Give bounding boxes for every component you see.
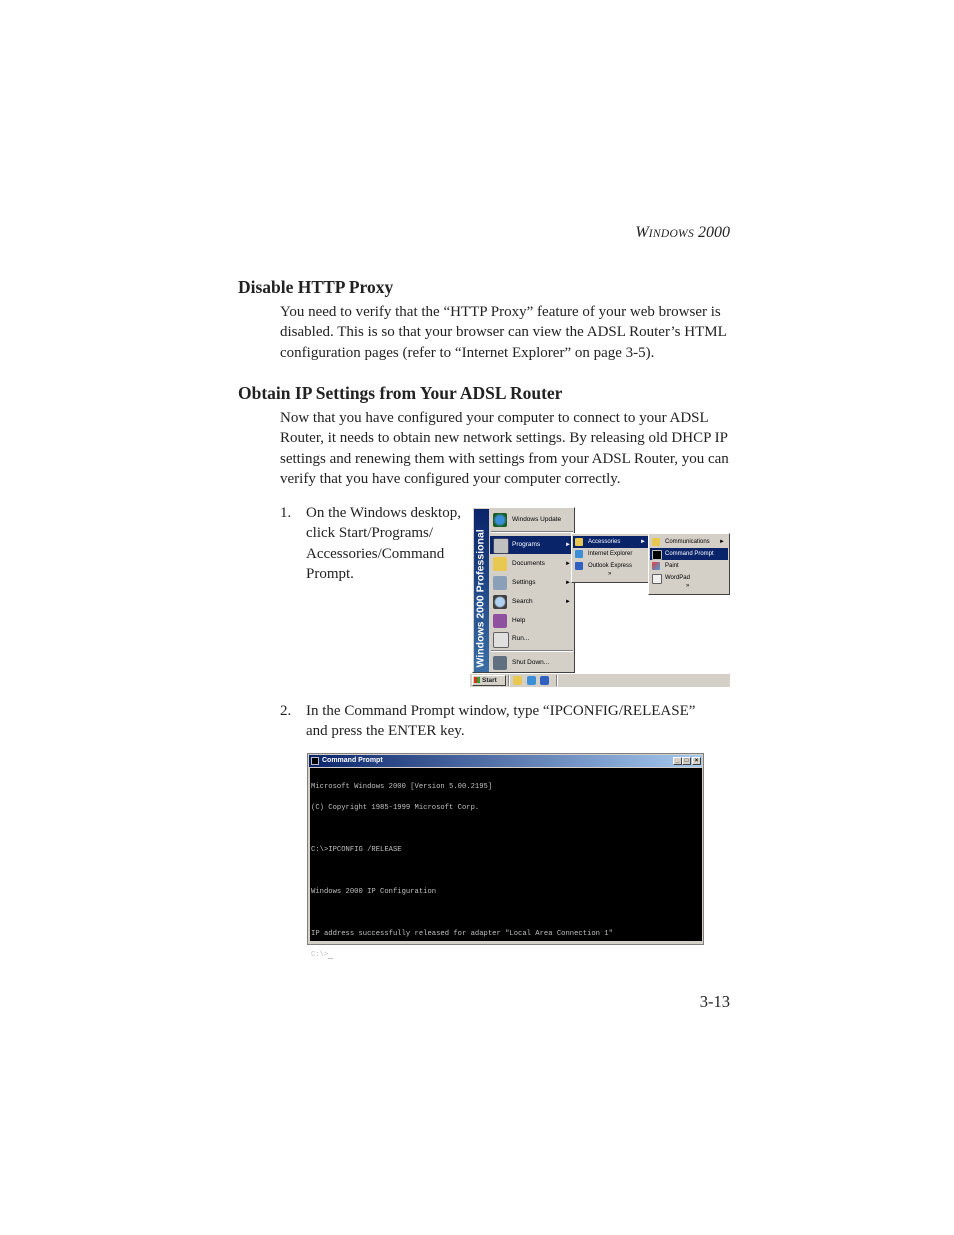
submenu-item-communications[interactable]: Communications ► (650, 536, 728, 548)
window-title: Command Prompt (322, 757, 383, 764)
search-icon (493, 595, 507, 609)
expand-chevron-icon[interactable]: » (686, 583, 690, 589)
step-line: Accessories/Command (306, 545, 445, 562)
help-book-icon (493, 614, 507, 628)
console-line: IP address successfully released for adapter "Local Area Connection 1" (311, 930, 613, 938)
console-line (311, 868, 702, 875)
programs-icon (493, 538, 509, 554)
console-line (311, 826, 702, 833)
start-item-documents[interactable]: Documents ► (490, 555, 574, 573)
outlook-express-icon[interactable] (540, 676, 549, 685)
header-small-caps: INDOWS (648, 228, 694, 240)
paint-icon (652, 562, 660, 570)
start-menu (472, 507, 575, 673)
start-item-windows-update[interactable]: Windows Update (490, 511, 574, 529)
section-heading-disable-http-proxy: Disable HTTP Proxy (238, 277, 394, 297)
start-item-settings[interactable]: Settings ► (490, 574, 574, 592)
body-line: verify that you have configured your computer correctly. (280, 470, 621, 487)
step-line: Prompt. (306, 565, 354, 582)
start-button[interactable]: Start (472, 675, 506, 686)
wordpad-icon (652, 574, 662, 584)
running-header (635, 224, 730, 242)
section-body-obtain-ip (280, 408, 732, 489)
step-number: 2. (280, 703, 292, 719)
outlook-express-icon (575, 562, 583, 570)
header-initial: W (635, 224, 649, 241)
submenu-item-outlook-express[interactable]: Outlook Express (573, 560, 649, 572)
taskbar-divider (508, 675, 510, 686)
page-number: 3-13 (699, 992, 730, 1011)
console-line (311, 910, 702, 917)
submenu-item-accessories[interactable]: Accessories ► (573, 536, 649, 548)
start-item-shut-down[interactable]: Shut Down... (490, 654, 574, 672)
console-line: C:\>IPCONFIG /RELEASE (311, 846, 402, 854)
show-desktop-icon[interactable] (513, 676, 522, 685)
section-heading-obtain-ip: Obtain IP Settings from Your ADSL Router (238, 383, 563, 403)
header-rest: 2000 (694, 224, 730, 241)
internet-explorer-icon[interactable] (527, 676, 536, 685)
console-line: Windows 2000 IP Configuration (311, 888, 437, 896)
start-item-run[interactable]: Run... (490, 630, 574, 648)
start-item-programs[interactable]: Programs ► (490, 536, 574, 554)
taskbar-divider (556, 675, 558, 686)
body-line: Now that you have configured your computer to connect to your ADSL (280, 410, 709, 426)
step-line: On the Windows desktop, (306, 505, 461, 521)
body-line: disabled. This is so that your browser can view the ADSL Router’s HTML (280, 324, 727, 341)
command-prompt-window (307, 753, 704, 959)
console-line: Microsoft Windows 2000 [Version 5.00.2195] (311, 783, 493, 791)
body-line: configuration pages (refer to “Internet Explorer” on page 3-5). (280, 344, 655, 361)
start-menu-banner: Windows 2000 Professional (474, 509, 489, 672)
maximize-button[interactable]: □ (682, 757, 691, 765)
run-icon (493, 632, 509, 648)
section-body-disable-http-proxy (280, 302, 732, 363)
console-output[interactable] (310, 768, 702, 959)
folder-icon (493, 557, 507, 571)
step-text (306, 503, 476, 584)
accessories-submenu (648, 533, 730, 595)
internet-explorer-icon (575, 550, 583, 558)
step-number: 1. (280, 505, 292, 521)
step-line: click Start/Programs/ (306, 525, 434, 542)
body-line: You need to verify that the “HTTP Proxy” feature of your web browser is (280, 304, 721, 320)
taskbar (470, 673, 730, 687)
menu-separator (491, 650, 573, 652)
folder-icon (575, 538, 583, 546)
windows-flag-icon (474, 677, 480, 683)
folder-icon (652, 538, 660, 546)
shutdown-icon (493, 656, 507, 670)
globe-icon (493, 513, 507, 527)
step-line: In the Command Prompt window, type “IPCONFIG/RELEASE” (306, 703, 696, 719)
command-prompt-icon (311, 757, 319, 765)
step-line: and press the ENTER key. (306, 723, 465, 740)
submenu-item-internet-explorer[interactable]: Internet Explorer (573, 548, 649, 560)
start-item-help[interactable]: Help (490, 612, 574, 630)
step-text (306, 701, 736, 742)
close-button[interactable]: × (692, 757, 701, 765)
submenu-item-wordpad[interactable]: WordPad (650, 572, 728, 584)
text-cursor (328, 958, 333, 959)
body-line: settings and renewing them with settings from your ADSL Router, you can (280, 450, 729, 467)
programs-submenu (571, 533, 651, 583)
console-line: C:\> (311, 951, 329, 959)
submenu-item-paint[interactable]: Paint (650, 560, 728, 572)
start-item-search[interactable]: Search ► (490, 593, 574, 611)
console-prompt-line (311, 952, 702, 959)
minimize-button[interactable]: _ (673, 757, 682, 765)
submenu-item-command-prompt[interactable]: Command Prompt (650, 548, 728, 560)
start-menu-screenshot (470, 507, 730, 687)
menu-separator (491, 531, 573, 533)
expand-chevron-icon[interactable]: » (608, 571, 612, 577)
settings-icon (493, 576, 507, 590)
command-prompt-icon (652, 550, 662, 560)
body-line: Router, it needs to obtain new network settings. By releasing old DHCP IP (280, 430, 728, 447)
console-line: (C) Copyright 1985-1999 Microsoft Corp. (311, 804, 480, 812)
command-prompt-titlebar[interactable] (309, 755, 702, 767)
